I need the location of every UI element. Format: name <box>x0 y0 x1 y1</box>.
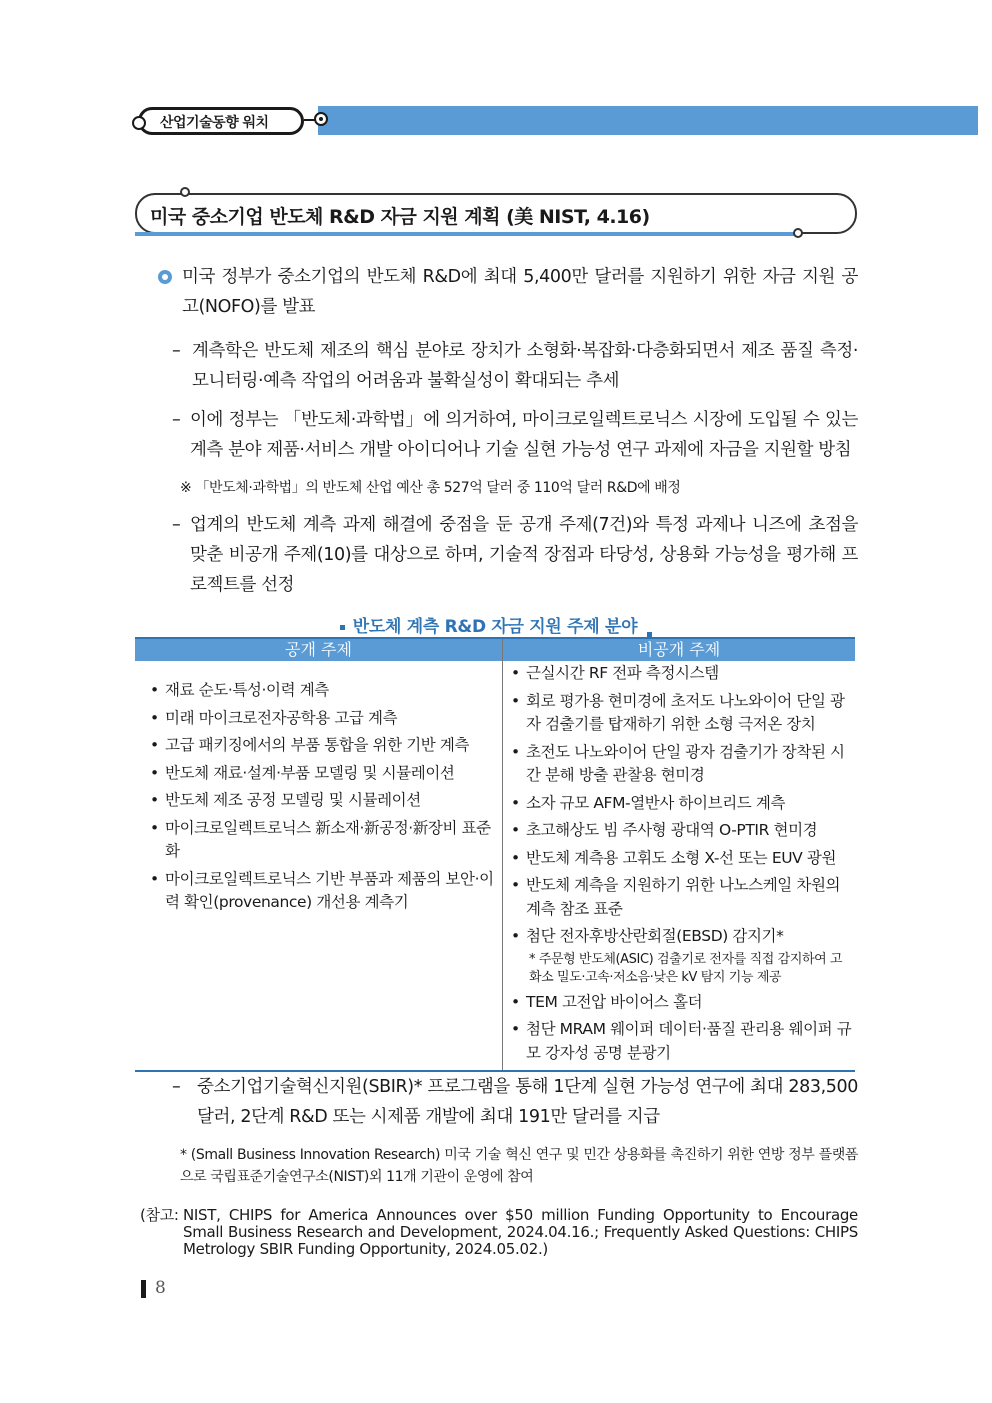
table-column-divider <box>502 639 503 1070</box>
public-topics-list <box>150 679 495 915</box>
reference-label: (참고: <box>140 1206 179 1224</box>
list-item: • 마이크로일렉트로닉스 기반 부품과 제품의 보안·이력 확인(provenance) 개선용 계측기 <box>150 868 495 915</box>
dash-icon: – <box>172 341 181 361</box>
list-item: • 초전도 나노와이어 단일 광자 검출기가 장착된 시간 분해 방출 관찰용 현미경 <box>511 741 853 788</box>
sbir-point: 중소기업기술혁신지원(SBIR)* 프로그램을 통해 1단계 실현 가능성 연구에 최대 283,500달러, 2단계 R&D 또는 시제품 개발에 최대 191만 달러를 지급 <box>197 1077 858 1127</box>
dash-icon: – <box>172 410 181 430</box>
list-item: • 재료 순도·특성·이력 계측 <box>150 679 495 703</box>
list-item: • 고급 패키징에서의 부품 통합을 위한 기반 계측 <box>150 734 495 758</box>
list-item: • 소자 규모 AFM-열반사 하이브리드 계측 <box>511 792 853 816</box>
list-item: • TEM 고전압 바이어스 홀더 <box>511 991 853 1015</box>
header-band <box>318 106 978 135</box>
title-dot-icon <box>180 187 190 197</box>
circle-bullet-icon <box>158 270 172 284</box>
header-target-icon <box>314 112 328 126</box>
sub-point-3: 업계의 반도체 계측 과제 해결에 중점을 둔 공개 주제(7건)와 특정 과제나 니즈에 초점을 맞춘 비공개 주제(10)를 대상으로 하며, 기술적 장점과 타당성, 상용화 가능성을 평가해 프로젝트를 선정 <box>190 515 858 595</box>
sub-point-2: 이에 정부는 「반도체·과학법」에 의거하여, 마이크로일렉트로닉스 시장에 도입될 수 있는 계측 분야 제품·서비스 개발 아이디어나 기술 실현 가능성 연구 과제에 자금을 지원할 방침 <box>190 410 858 460</box>
list-item: • 회로 평가용 현미경에 초저도 나노와이어 단일 광자 검출기를 탑재하기 위한 소형 극저온 장치 <box>511 690 853 737</box>
list-item: • 마이크로일렉트로닉스 新소재·新공정·新장비 표준화 <box>150 817 495 864</box>
dash-icon: – <box>172 1077 181 1097</box>
page-number: 8 <box>155 1278 166 1298</box>
section-title-underline <box>135 232 795 236</box>
private-topics-list <box>511 662 853 949</box>
dash-icon: – <box>172 515 181 535</box>
reference <box>140 1207 858 1258</box>
table-caption-text: 반도체 계측 R&D 자금 지원 주제 분야 <box>352 617 638 637</box>
table-caption <box>0 612 992 637</box>
list-item: • 첨단 MRAM 웨이퍼 데이터·품질 관리용 웨이퍼 규모 강자성 공명 분광기 <box>511 1018 853 1065</box>
list-item: • 반도체 재료·설계·부품 모델링 및 시뮬레이션 <box>150 762 495 786</box>
list-item: • 반도체 계측용 고휘도 소형 X-선 또는 EUV 광원 <box>511 847 853 871</box>
list-item: • 미래 마이크로전자공학용 고급 계측 <box>150 707 495 731</box>
list-item: • 첨단 전자후방산란회절(EBSD) 감지기* <box>511 925 853 949</box>
list-item: • 초고해상도 빔 주사형 광대역 O-PTIR 현미경 <box>511 819 853 843</box>
private-topics-list-cont <box>511 991 853 1066</box>
sub-point-1: 계측학은 반도체 제조의 핵심 분야로 장치가 소형화·복잡화·다층화되면서 제조 품질 측정·모니터링·예측 작업의 어려움과 불확실성이 확대되는 추세 <box>192 341 858 391</box>
budget-note: ※ 「반도체·과학법」의 반도체 산업 예산 총 527억 달러 중 110억 달러 R&D에 배정 <box>180 480 681 496</box>
ebsd-footnote: * 주문형 반도체(ASIC) 검출기로 전자를 직접 감지하여 고화소 밀도·고속·저소음·낮은 kV 탐지 기능 제공 <box>529 951 843 985</box>
list-item: • 근실시간 RF 전파 측정시스템 <box>511 662 853 686</box>
section-title: 미국 중소기업 반도체 R&D 자금 지원 계획 (美 NIST, 4.16) <box>150 206 650 228</box>
table-header-public: 공개 주제 <box>135 639 502 661</box>
reference-body: NIST, CHIPS for America Announces over $50 million Funding Opportunity to Encourage Small Business Research and Development, 2024.04.16.; Frequently Asked Questions: CHIPS Metrology SBIR Funding Opportunity, 2024.05.02.) <box>183 1206 858 1258</box>
square-bullet-icon <box>340 625 345 630</box>
main-point: 미국 정부가 중소기업의 반도체 R&D에 최대 5,400만 달러를 지원하기 위한 자금 지원 공고(NOFO)를 발표 <box>182 267 858 317</box>
list-item: • 반도체 계측을 지원하기 위한 나노스케일 차원의 계측 참조 표준 <box>511 874 853 921</box>
title-dot-icon <box>793 228 803 238</box>
page-number-bar <box>141 1280 146 1298</box>
sbir-note: * (Small Business Innovation Research) 미국 기술 혁신 연구 및 민간 상용화를 촉진하기 위한 연방 정부 플랫폼으로 국립표준기술연구소(NIST)외 11개 기관이 운영에 참여 <box>180 1147 858 1185</box>
table-header-private: 비공개 주제 <box>503 639 855 661</box>
header-title: 산업기술동향 워치 <box>160 115 269 131</box>
table-cell-private <box>511 662 853 1069</box>
list-item: • 반도체 제조 공정 모델링 및 시뮬레이션 <box>150 789 495 813</box>
table-cell-public <box>150 679 495 919</box>
header-dot-icon <box>132 116 146 130</box>
